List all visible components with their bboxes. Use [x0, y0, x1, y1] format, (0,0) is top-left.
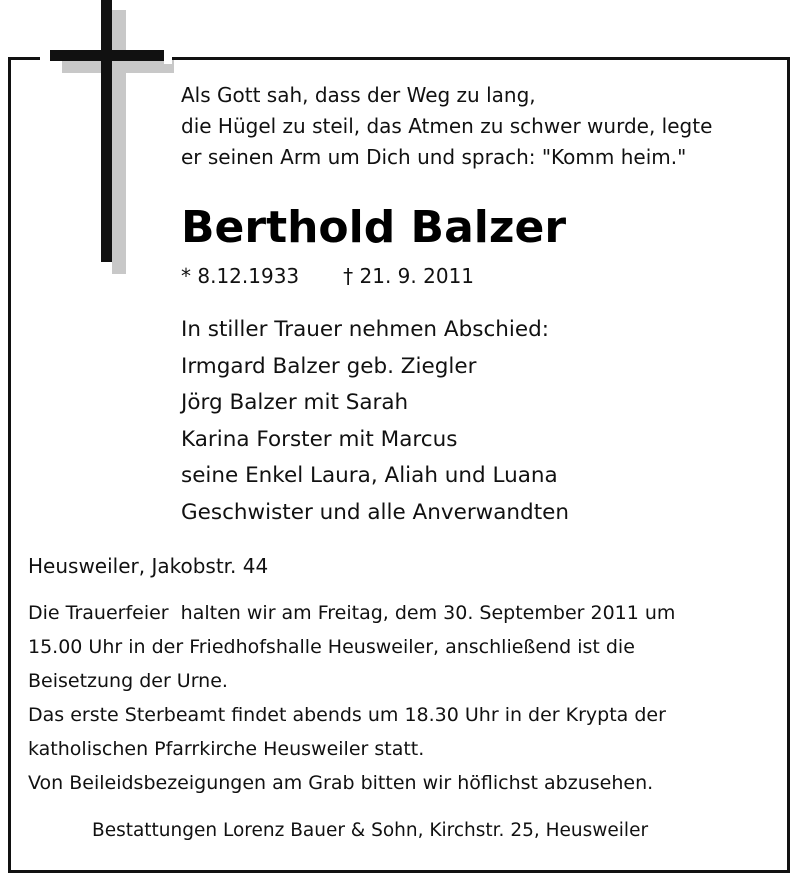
- deceased-name: Berthold Balzer: [181, 202, 567, 253]
- service-line: 15.00 Uhr in der Friedhofshalle Heusweiler, anschließend ist die: [28, 636, 635, 658]
- mourners-list: [181, 312, 569, 531]
- mourner-name: Karina Forster mit Marcus: [181, 426, 458, 452]
- service-line: Das erste Sterbeamt findet abends um 18.30 Uhr in der Krypta der: [28, 704, 666, 726]
- mourner-name: seine Enkel Laura, Aliah und Luana: [181, 463, 558, 488]
- service-line: Die Trauerfeier halten wir am Freitag, dem 30. September 2011 um: [28, 602, 676, 624]
- poem-line: die Hügel zu steil, das Atmen zu schwer wurde, legte: [181, 114, 713, 138]
- mourner-name: Irmgard Balzer geb. Ziegler: [181, 353, 477, 379]
- mourner-name: Geschwister und alle Anverwandten: [181, 499, 569, 525]
- service-details: [28, 596, 675, 800]
- birth-date: * 8.12.1933: [181, 264, 300, 288]
- poem-line: er seinen Arm um Dich und sprach: "Komm heim.": [181, 145, 687, 169]
- life-dates: [181, 262, 474, 290]
- family-address: Heusweiler, Jakobstr. 44: [28, 554, 269, 578]
- mourners-intro: In stiller Trauer nehmen Abschied:: [181, 317, 549, 342]
- cross-icon: [0, 0, 180, 280]
- death-date: † 21. 9. 2011: [343, 264, 475, 288]
- undertaker-info: Bestattungen Lorenz Bauer & Sohn, Kirchstr. 25, Heusweiler: [92, 820, 649, 841]
- poem: [181, 80, 712, 173]
- mourner-name: Jörg Balzer mit Sarah: [181, 390, 409, 415]
- service-line: Von Beileidsbezeigungen am Grab bitten wir höflichst abzusehen.: [28, 772, 654, 794]
- service-line: Beisetzung der Urne.: [28, 670, 228, 692]
- poem-line: Als Gott sah, dass der Weg zu lang,: [181, 83, 536, 107]
- service-line: katholischen Pfarrkirche Heusweiler statt.: [28, 738, 425, 760]
